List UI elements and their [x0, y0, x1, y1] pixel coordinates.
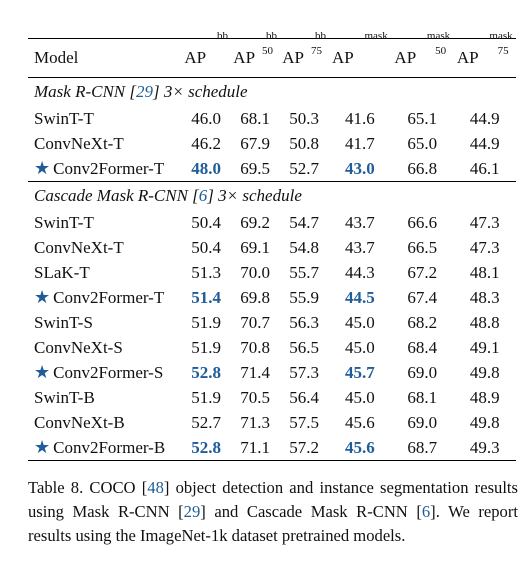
- model-name-cell: SwinT-T: [34, 213, 94, 232]
- section-header-mask-rcnn: Mask R-CNN [29] 3× schedule: [34, 82, 248, 101]
- value-cell: 50.8: [289, 134, 320, 153]
- table-row: [28, 210, 516, 235]
- value-cell: 56.4: [289, 388, 320, 407]
- citation-link[interactable]: 48: [147, 478, 164, 497]
- model-name-cell: ConvNeXt-T: [34, 238, 124, 257]
- value-cell: 71.1: [231, 435, 280, 461]
- citation-link[interactable]: 29: [136, 82, 153, 101]
- model-name-cell: ConvNeXt-T: [34, 134, 124, 153]
- citation-link[interactable]: 6: [198, 186, 208, 205]
- value-cell: 69.1: [240, 238, 271, 257]
- value-cell: 47.3: [469, 238, 500, 257]
- col-ap50-bb: AP bb 50: [231, 39, 280, 78]
- value-cell: 65.1: [407, 109, 438, 128]
- value-cell: 68.2: [407, 313, 438, 332]
- star-icon: ★: [34, 362, 51, 382]
- value-cell: 50.4: [191, 213, 222, 232]
- value-cell: 55.7: [289, 263, 320, 282]
- col-model: Model: [28, 39, 182, 78]
- value-cell: 44.5: [344, 288, 375, 307]
- value-cell: 43.7: [344, 213, 375, 232]
- value-cell: 51.9: [191, 388, 222, 407]
- value-cell: 46.2: [191, 134, 222, 153]
- value-cell: 46.0: [191, 109, 222, 128]
- value-cell: 54.8: [289, 238, 320, 257]
- model-name-cell: SwinT-S: [34, 313, 93, 332]
- model-name-cell: ConvNeXt-S: [34, 338, 123, 357]
- value-cell: 67.9: [240, 134, 271, 153]
- value-cell: 49.3: [454, 435, 516, 461]
- value-cell: 43.7: [344, 238, 375, 257]
- value-cell: 69.0: [407, 413, 438, 432]
- value-cell: 56.3: [289, 313, 320, 332]
- results-table-container: [28, 30, 516, 461]
- value-cell: 48.8: [469, 313, 500, 332]
- value-cell: 52.8: [191, 363, 222, 382]
- value-cell: 48.1: [469, 263, 500, 282]
- value-cell: 45.7: [344, 363, 375, 382]
- value-cell: 66.6: [407, 213, 438, 232]
- value-cell: 47.3: [469, 213, 500, 232]
- col-ap-bb: AP bb: [182, 39, 231, 78]
- col-ap75-bb: AP bb 75: [280, 39, 329, 78]
- value-cell: 52.8: [182, 435, 231, 461]
- value-cell: 51.4: [191, 288, 222, 307]
- table-row: [28, 260, 516, 285]
- value-cell: 44.3: [344, 263, 375, 282]
- table-row: [28, 106, 516, 131]
- table-row: [28, 435, 516, 461]
- value-cell: 70.5: [240, 388, 271, 407]
- star-icon: ★: [34, 437, 51, 457]
- star-icon: ★: [34, 158, 51, 178]
- value-cell: 69.8: [240, 288, 271, 307]
- value-cell: 52.7: [191, 413, 222, 432]
- value-cell: 49.8: [469, 413, 500, 432]
- table-row: [28, 335, 516, 360]
- value-cell: 50.4: [191, 238, 222, 257]
- model-name-cell: ★ Conv2Former-S: [34, 362, 164, 382]
- model-name-cell: ★ Conv2Former-T: [34, 158, 165, 178]
- value-cell: 68.4: [407, 338, 438, 357]
- value-cell: 49.1: [469, 338, 500, 357]
- value-cell: 70.7: [240, 313, 271, 332]
- table-row: [28, 156, 516, 182]
- value-cell: 43.0: [344, 159, 375, 178]
- model-name-cell: ★ Conv2Former-B: [28, 435, 182, 461]
- value-cell: 71.4: [240, 363, 271, 382]
- value-cell: 57.3: [289, 363, 320, 382]
- value-cell: 67.4: [407, 288, 438, 307]
- value-cell: 52.7: [289, 159, 320, 178]
- value-cell: 68.7: [391, 435, 453, 461]
- value-cell: 57.5: [289, 413, 320, 432]
- value-cell: 41.7: [344, 134, 375, 153]
- value-cell: 45.6: [344, 413, 375, 432]
- model-name-cell: ★ Conv2Former-T: [34, 287, 165, 307]
- value-cell: 50.3: [289, 109, 320, 128]
- value-cell: 41.6: [344, 109, 375, 128]
- section-header-cascade-mask-rcnn: Cascade Mask R-CNN [6] 3× schedule: [28, 182, 516, 211]
- value-cell: 46.1: [469, 159, 500, 178]
- value-cell: 71.3: [240, 413, 271, 432]
- table-row: [28, 285, 516, 310]
- value-cell: 70.8: [240, 338, 271, 357]
- col-ap-mask: AP mask: [329, 39, 391, 78]
- value-cell: 56.5: [289, 338, 320, 357]
- model-name-cell: SwinT-B: [34, 388, 95, 407]
- table-row: [28, 410, 516, 435]
- value-cell: 57.2: [280, 435, 329, 461]
- value-cell: 51.9: [191, 313, 222, 332]
- model-name-cell: ConvNeXt-B: [34, 413, 125, 432]
- value-cell: 44.9: [469, 109, 500, 128]
- table-header-row: [28, 39, 516, 78]
- value-cell: 48.3: [469, 288, 500, 307]
- value-cell: 55.9: [289, 288, 320, 307]
- col-ap75-mask: AP mask 75: [454, 39, 516, 78]
- value-cell: 45.0: [344, 338, 375, 357]
- value-cell: 44.9: [469, 134, 500, 153]
- model-name-cell: SwinT-T: [34, 109, 94, 128]
- value-cell: 70.0: [240, 263, 271, 282]
- star-icon: ★: [34, 287, 51, 307]
- value-cell: 66.8: [407, 159, 438, 178]
- value-cell: 51.9: [191, 338, 222, 357]
- citation-link[interactable]: 6: [421, 502, 431, 521]
- value-cell: 54.7: [289, 213, 320, 232]
- col-ap50-mask: AP mask 50: [391, 39, 453, 78]
- value-cell: 45.0: [344, 313, 375, 332]
- table-row: [28, 235, 516, 260]
- value-cell: 66.5: [407, 238, 438, 257]
- value-cell: 45.0: [344, 388, 375, 407]
- value-cell: 48.0: [191, 159, 222, 178]
- model-name-cell: SLaK-T: [34, 263, 90, 282]
- table-row: [28, 131, 516, 156]
- results-table: [28, 30, 516, 461]
- value-cell: 49.8: [469, 363, 500, 382]
- citation-link[interactable]: 29: [183, 502, 201, 521]
- value-cell: 48.9: [469, 388, 500, 407]
- table-row: [28, 310, 516, 335]
- table-row: [28, 385, 516, 410]
- value-cell: 68.1: [407, 388, 438, 407]
- value-cell: 69.2: [240, 213, 271, 232]
- table-row: [28, 360, 516, 385]
- value-cell: 45.6: [329, 435, 391, 461]
- value-cell: 51.3: [191, 263, 222, 282]
- value-cell: 65.0: [407, 134, 438, 153]
- value-cell: 68.1: [240, 109, 271, 128]
- value-cell: 69.5: [240, 159, 271, 178]
- table-caption: Table 8. COCO [48] object detection and instance segmentation results using Mask R-CNN [29] and Cascade Mask R-CNN [6]. We report results using the ImageNet-1k dataset pretrained models.: [28, 478, 519, 545]
- value-cell: 69.0: [407, 363, 438, 382]
- value-cell: 67.2: [407, 263, 438, 282]
